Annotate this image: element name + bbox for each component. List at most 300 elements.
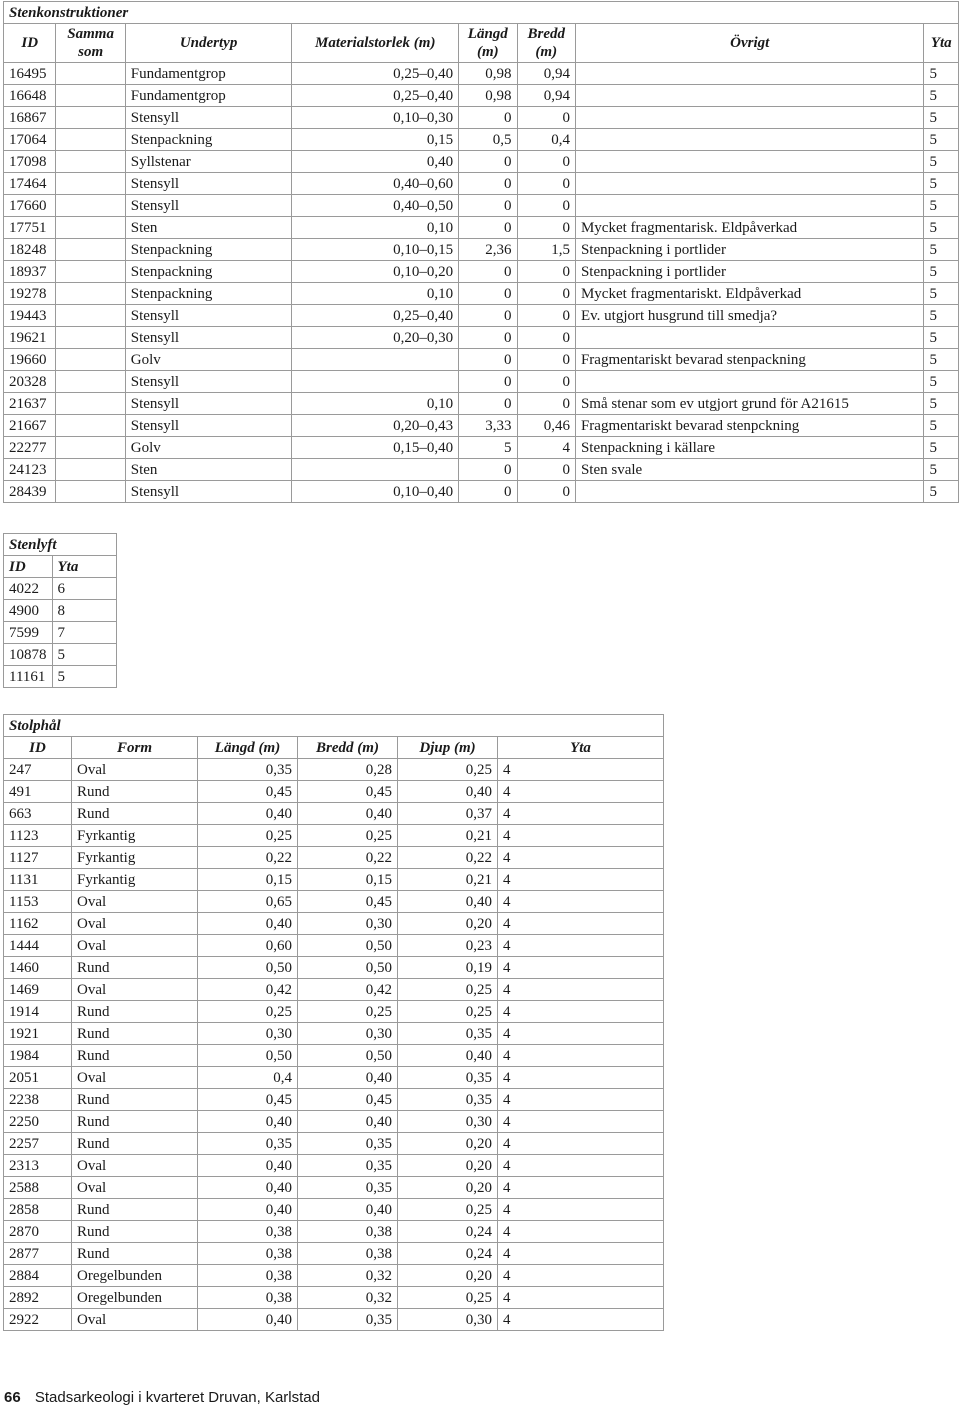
- bredd-cell: 0,35: [298, 1133, 398, 1155]
- form-cell: Oval: [72, 891, 198, 913]
- bredd-cell: 0: [517, 261, 575, 283]
- langd-cell: 0,65: [198, 891, 298, 913]
- langd-cell: 0: [459, 305, 517, 327]
- table-row: [4, 151, 959, 173]
- column-header-langd: Längd (m): [459, 24, 517, 63]
- table-row: [4, 759, 664, 781]
- yta-cell: 5: [924, 393, 959, 415]
- samma-som-cell: [56, 415, 125, 437]
- ovrigt-cell: [575, 327, 924, 349]
- form-cell: Oval: [72, 1309, 198, 1331]
- ovrigt-cell: [575, 85, 924, 107]
- bredd-cell: 0: [517, 107, 575, 129]
- yta-cell: 4: [498, 1023, 664, 1045]
- langd-cell: 0: [459, 107, 517, 129]
- id-cell: 2858: [4, 1199, 72, 1221]
- langd-cell: 0,35: [198, 1133, 298, 1155]
- bredd-cell: 0: [517, 305, 575, 327]
- samma-som-cell: [56, 151, 125, 173]
- langd-cell: 0: [459, 195, 517, 217]
- bredd-cell: 0,46: [517, 415, 575, 437]
- form-cell: Rund: [72, 1221, 198, 1243]
- bredd-cell: 0,35: [298, 1155, 398, 1177]
- page-footer: [4, 1389, 320, 1406]
- table-row: [4, 1067, 664, 1089]
- bredd-cell: 0: [517, 371, 575, 393]
- bredd-cell: 0: [517, 481, 575, 503]
- yta-cell: 4: [498, 1287, 664, 1309]
- materialstorlek-cell: [292, 459, 459, 481]
- form-cell: Rund: [72, 1243, 198, 1265]
- ovrigt-cell: [575, 151, 924, 173]
- undertyp-cell: Stensyll: [125, 415, 292, 437]
- id-cell: 2250: [4, 1111, 72, 1133]
- stenkonstruktioner-table: [3, 1, 959, 503]
- form-cell: Oregelbunden: [72, 1287, 198, 1309]
- id-cell: 17660: [4, 195, 56, 217]
- djup-cell: 0,22: [398, 847, 498, 869]
- djup-cell: 0,20: [398, 1133, 498, 1155]
- materialstorlek-cell: 0,40–0,50: [292, 195, 459, 217]
- yta-cell: 4: [498, 1199, 664, 1221]
- undertyp-cell: Stensyll: [125, 393, 292, 415]
- column-header-yta: Yta: [52, 556, 117, 578]
- id-cell: 1460: [4, 957, 72, 979]
- langd-cell: 5: [459, 437, 517, 459]
- undertyp-cell: Stensyll: [125, 305, 292, 327]
- yta-cell: 5: [924, 85, 959, 107]
- yta-cell: 4: [498, 935, 664, 957]
- undertyp-cell: Stensyll: [125, 481, 292, 503]
- yta-cell: 4: [498, 825, 664, 847]
- form-cell: Rund: [72, 1023, 198, 1045]
- id-cell: 1127: [4, 847, 72, 869]
- yta-cell: 5: [924, 107, 959, 129]
- langd-cell: 0,40: [198, 1111, 298, 1133]
- table-row: [4, 261, 959, 283]
- bredd-cell: 0,32: [298, 1265, 398, 1287]
- yta-cell: 4: [498, 803, 664, 825]
- yta-cell: 5: [924, 415, 959, 437]
- table-row: [4, 1089, 664, 1111]
- djup-cell: 0,37: [398, 803, 498, 825]
- id-cell: 17751: [4, 217, 56, 239]
- langd-cell: 0: [459, 261, 517, 283]
- id-cell: 1123: [4, 825, 72, 847]
- id-cell: 19660: [4, 349, 56, 371]
- undertyp-cell: Stenpackning: [125, 239, 292, 261]
- bredd-cell: 0,35: [298, 1309, 398, 1331]
- column-header-yta: Yta: [498, 737, 664, 759]
- materialstorlek-cell: 0,10: [292, 217, 459, 239]
- langd-cell: 0,50: [198, 1045, 298, 1067]
- langd-cell: 2,36: [459, 239, 517, 261]
- undertyp-cell: Stensyll: [125, 107, 292, 129]
- table-row: [4, 979, 664, 1001]
- table-row: [4, 305, 959, 327]
- yta-cell: 6: [52, 578, 117, 600]
- bredd-cell: 1,5: [517, 239, 575, 261]
- bredd-cell: 0,50: [298, 1045, 398, 1067]
- id-cell: 18248: [4, 239, 56, 261]
- id-cell: 17464: [4, 173, 56, 195]
- bredd-cell: 0,38: [298, 1221, 398, 1243]
- form-cell: Rund: [72, 1001, 198, 1023]
- yta-cell: 5: [924, 305, 959, 327]
- table-row: [4, 825, 664, 847]
- column-header-id: ID: [4, 556, 53, 578]
- id-cell: 1444: [4, 935, 72, 957]
- bredd-cell: 0: [517, 393, 575, 415]
- ovrigt-cell: [575, 371, 924, 393]
- materialstorlek-cell: 0,25–0,40: [292, 85, 459, 107]
- langd-cell: 0,40: [198, 803, 298, 825]
- langd-cell: 0: [459, 173, 517, 195]
- form-cell: Oval: [72, 979, 198, 1001]
- id-cell: 1914: [4, 1001, 72, 1023]
- materialstorlek-cell: 0,15–0,40: [292, 437, 459, 459]
- samma-som-cell: [56, 261, 125, 283]
- table-row: [4, 195, 959, 217]
- djup-cell: 0,20: [398, 1177, 498, 1199]
- table-row: [4, 1111, 664, 1133]
- table-row: [4, 622, 117, 644]
- table-row: [4, 578, 117, 600]
- yta-cell: 4: [498, 1265, 664, 1287]
- table-row: [4, 1001, 664, 1023]
- samma-som-cell: [56, 217, 125, 239]
- column-header-langd: Längd (m): [198, 737, 298, 759]
- samma-som-cell: [56, 437, 125, 459]
- yta-cell: 4: [498, 1243, 664, 1265]
- form-cell: Rund: [72, 1089, 198, 1111]
- table-caption: Stenlyft: [4, 534, 117, 556]
- langd-cell: 0,38: [198, 1221, 298, 1243]
- materialstorlek-cell: [292, 349, 459, 371]
- bredd-cell: 0,4: [517, 129, 575, 151]
- djup-cell: 0,25: [398, 1001, 498, 1023]
- page-number: 66: [4, 1389, 21, 1406]
- bredd-cell: 0,22: [298, 847, 398, 869]
- table-row: [4, 437, 959, 459]
- table-row: [4, 847, 664, 869]
- ovrigt-cell: [575, 63, 924, 85]
- langd-cell: 0,22: [198, 847, 298, 869]
- undertyp-cell: Sten: [125, 217, 292, 239]
- id-cell: 247: [4, 759, 72, 781]
- table-row: [4, 1023, 664, 1045]
- id-cell: 24123: [4, 459, 56, 481]
- form-cell: Fyrkantig: [72, 825, 198, 847]
- undertyp-cell: Fundamentgrop: [125, 63, 292, 85]
- langd-cell: 0,40: [198, 1309, 298, 1331]
- yta-cell: 4: [498, 781, 664, 803]
- bredd-cell: 0,40: [298, 1111, 398, 1133]
- langd-cell: 0,40: [198, 1199, 298, 1221]
- djup-cell: 0,40: [398, 891, 498, 913]
- bredd-cell: 0,42: [298, 979, 398, 1001]
- table-caption: Stolphål: [4, 715, 664, 737]
- samma-som-cell: [56, 195, 125, 217]
- djup-cell: 0,19: [398, 957, 498, 979]
- form-cell: Oval: [72, 1067, 198, 1089]
- id-cell: 2884: [4, 1265, 72, 1287]
- materialstorlek-cell: 0,10: [292, 283, 459, 305]
- stenlyft-table: [3, 533, 117, 688]
- yta-cell: 5: [924, 349, 959, 371]
- column-header-materialstorlek: Materialstorlek (m): [292, 24, 459, 63]
- id-cell: 17098: [4, 151, 56, 173]
- form-cell: Rund: [72, 1199, 198, 1221]
- langd-cell: 0,42: [198, 979, 298, 1001]
- langd-cell: 0: [459, 151, 517, 173]
- yta-cell: 4: [498, 913, 664, 935]
- form-cell: Fyrkantig: [72, 847, 198, 869]
- yta-cell: 5: [924, 261, 959, 283]
- undertyp-cell: Stenpackning: [125, 129, 292, 151]
- yta-cell: 5: [924, 217, 959, 239]
- table-row: [4, 1133, 664, 1155]
- djup-cell: 0,40: [398, 781, 498, 803]
- yta-cell: 5: [924, 151, 959, 173]
- form-cell: Oval: [72, 935, 198, 957]
- form-cell: Rund: [72, 803, 198, 825]
- bredd-cell: 0,50: [298, 957, 398, 979]
- ovrigt-cell: Stenpackning i portlider: [575, 239, 924, 261]
- undertyp-cell: Stensyll: [125, 173, 292, 195]
- column-header-yta: Yta: [924, 24, 959, 63]
- yta-cell: 5: [924, 327, 959, 349]
- langd-cell: 0,4: [198, 1067, 298, 1089]
- yta-cell: 4: [498, 1067, 664, 1089]
- langd-cell: 0: [459, 481, 517, 503]
- table-row: [4, 129, 959, 151]
- id-cell: 19443: [4, 305, 56, 327]
- form-cell: Rund: [72, 1045, 198, 1067]
- table-row: [4, 283, 959, 305]
- djup-cell: 0,25: [398, 979, 498, 1001]
- table-row: [4, 644, 117, 666]
- yta-cell: 5: [924, 481, 959, 503]
- yta-cell: 5: [924, 63, 959, 85]
- bredd-cell: 0,45: [298, 891, 398, 913]
- ovrigt-cell: [575, 173, 924, 195]
- table-row: [4, 349, 959, 371]
- langd-cell: 0,60: [198, 935, 298, 957]
- table-body: [4, 578, 117, 688]
- materialstorlek-cell: 0,10–0,30: [292, 107, 459, 129]
- materialstorlek-cell: 0,10–0,40: [292, 481, 459, 503]
- yta-cell: 5: [924, 437, 959, 459]
- langd-cell: 0: [459, 217, 517, 239]
- table-row: [4, 1265, 664, 1287]
- undertyp-cell: Stenpackning: [125, 283, 292, 305]
- bredd-cell: 0: [517, 349, 575, 371]
- langd-cell: 0,40: [198, 913, 298, 935]
- ovrigt-cell: Sten svale: [575, 459, 924, 481]
- ovrigt-cell: [575, 107, 924, 129]
- table-row: [4, 1045, 664, 1067]
- table-row: [4, 1287, 664, 1309]
- djup-cell: 0,23: [398, 935, 498, 957]
- id-cell: 1153: [4, 891, 72, 913]
- langd-cell: 0,45: [198, 781, 298, 803]
- id-cell: 28439: [4, 481, 56, 503]
- yta-cell: 4: [498, 1001, 664, 1023]
- bredd-cell: 0,94: [517, 63, 575, 85]
- bredd-cell: 0,32: [298, 1287, 398, 1309]
- bredd-cell: 0,30: [298, 1023, 398, 1045]
- table-row: [4, 173, 959, 195]
- langd-cell: 0,38: [198, 1265, 298, 1287]
- bredd-cell: 4: [517, 437, 575, 459]
- id-cell: 2922: [4, 1309, 72, 1331]
- table-row: [4, 803, 664, 825]
- id-cell: 7599: [4, 622, 53, 644]
- yta-cell: 4: [498, 869, 664, 891]
- djup-cell: 0,40: [398, 1045, 498, 1067]
- bredd-cell: 0,25: [298, 1001, 398, 1023]
- yta-cell: 4: [498, 1111, 664, 1133]
- table-header-row: [4, 24, 959, 63]
- bredd-cell: 0: [517, 217, 575, 239]
- column-header-id: ID: [4, 737, 72, 759]
- ovrigt-cell: Små stenar som ev utgjort grund för A21615: [575, 393, 924, 415]
- table-row: [4, 935, 664, 957]
- langd-cell: 0,38: [198, 1243, 298, 1265]
- samma-som-cell: [56, 173, 125, 195]
- langd-cell: 0,25: [198, 1001, 298, 1023]
- form-cell: Oval: [72, 913, 198, 935]
- id-cell: 21667: [4, 415, 56, 437]
- materialstorlek-cell: 0,15: [292, 129, 459, 151]
- ovrigt-cell: [575, 195, 924, 217]
- materialstorlek-cell: 0,25–0,40: [292, 305, 459, 327]
- table-row: [4, 1155, 664, 1177]
- id-cell: 2892: [4, 1287, 72, 1309]
- samma-som-cell: [56, 305, 125, 327]
- samma-som-cell: [56, 63, 125, 85]
- table-row: [4, 107, 959, 129]
- id-cell: 4022: [4, 578, 53, 600]
- ovrigt-cell: Fragmentariskt bevarad stenpckning: [575, 415, 924, 437]
- table-row: [4, 1221, 664, 1243]
- form-cell: Fyrkantig: [72, 869, 198, 891]
- table-row: [4, 891, 664, 913]
- bredd-cell: 0: [517, 459, 575, 481]
- id-cell: 1984: [4, 1045, 72, 1067]
- form-cell: Rund: [72, 957, 198, 979]
- yta-cell: 4: [498, 1177, 664, 1199]
- undertyp-cell: Syllstenar: [125, 151, 292, 173]
- id-cell: 1131: [4, 869, 72, 891]
- table-row: [4, 217, 959, 239]
- ovrigt-cell: Fragmentariskt bevarad stenpackning: [575, 349, 924, 371]
- langd-cell: 0,30: [198, 1023, 298, 1045]
- djup-cell: 0,21: [398, 825, 498, 847]
- form-cell: Oval: [72, 1177, 198, 1199]
- yta-cell: 4: [498, 1155, 664, 1177]
- id-cell: 1921: [4, 1023, 72, 1045]
- materialstorlek-cell: 0,10–0,15: [292, 239, 459, 261]
- column-header-form: Form: [72, 737, 198, 759]
- table-row: [4, 957, 664, 979]
- materialstorlek-cell: 0,20–0,43: [292, 415, 459, 437]
- table-row: [4, 666, 117, 688]
- djup-cell: 0,20: [398, 1265, 498, 1287]
- id-cell: 16495: [4, 63, 56, 85]
- samma-som-cell: [56, 349, 125, 371]
- table-row: [4, 85, 959, 107]
- bredd-cell: 0: [517, 283, 575, 305]
- id-cell: 16867: [4, 107, 56, 129]
- langd-cell: 0,25: [198, 825, 298, 847]
- langd-cell: 0,15: [198, 869, 298, 891]
- table-body: [4, 759, 664, 1331]
- id-cell: 2313: [4, 1155, 72, 1177]
- undertyp-cell: Golv: [125, 349, 292, 371]
- yta-cell: 5: [924, 239, 959, 261]
- id-cell: 1469: [4, 979, 72, 1001]
- id-cell: 21637: [4, 393, 56, 415]
- table-row: [4, 1199, 664, 1221]
- table-row: [4, 1243, 664, 1265]
- table-row: [4, 371, 959, 393]
- id-cell: 11161: [4, 666, 53, 688]
- materialstorlek-cell: 0,10–0,20: [292, 261, 459, 283]
- yta-cell: 4: [498, 1045, 664, 1067]
- column-header-bredd: Bredd (m): [298, 737, 398, 759]
- yta-cell: 5: [52, 666, 117, 688]
- djup-cell: 0,20: [398, 913, 498, 935]
- ovrigt-cell: Mycket fragmentariskt. Eldpåverkad: [575, 283, 924, 305]
- djup-cell: 0,24: [398, 1243, 498, 1265]
- samma-som-cell: [56, 481, 125, 503]
- id-cell: 17064: [4, 129, 56, 151]
- undertyp-cell: Stenpackning: [125, 261, 292, 283]
- form-cell: Rund: [72, 1133, 198, 1155]
- materialstorlek-cell: 0,40: [292, 151, 459, 173]
- id-cell: 663: [4, 803, 72, 825]
- id-cell: 19278: [4, 283, 56, 305]
- form-cell: Rund: [72, 1111, 198, 1133]
- bredd-cell: 0,38: [298, 1243, 398, 1265]
- table-row: [4, 327, 959, 349]
- id-cell: 10878: [4, 644, 53, 666]
- form-cell: Rund: [72, 781, 198, 803]
- yta-cell: 4: [498, 1089, 664, 1111]
- table-row: [4, 1309, 664, 1331]
- samma-som-cell: [56, 327, 125, 349]
- langd-cell: 0,98: [459, 63, 517, 85]
- bredd-cell: 0,40: [298, 803, 398, 825]
- form-cell: Oval: [72, 1155, 198, 1177]
- publication-title: Stadsarkeologi i kvarteret Druvan, Karlstad: [34, 1389, 320, 1406]
- yta-cell: 4: [498, 891, 664, 913]
- langd-cell: 0,98: [459, 85, 517, 107]
- langd-cell: 3,33: [459, 415, 517, 437]
- langd-cell: 0,50: [198, 957, 298, 979]
- table-caption: Stenkonstruktioner: [4, 2, 959, 24]
- samma-som-cell: [56, 393, 125, 415]
- samma-som-cell: [56, 107, 125, 129]
- langd-cell: 0,40: [198, 1155, 298, 1177]
- langd-cell: 0,45: [198, 1089, 298, 1111]
- id-cell: 4900: [4, 600, 53, 622]
- djup-cell: 0,35: [398, 1067, 498, 1089]
- samma-som-cell: [56, 239, 125, 261]
- djup-cell: 0,35: [398, 1023, 498, 1045]
